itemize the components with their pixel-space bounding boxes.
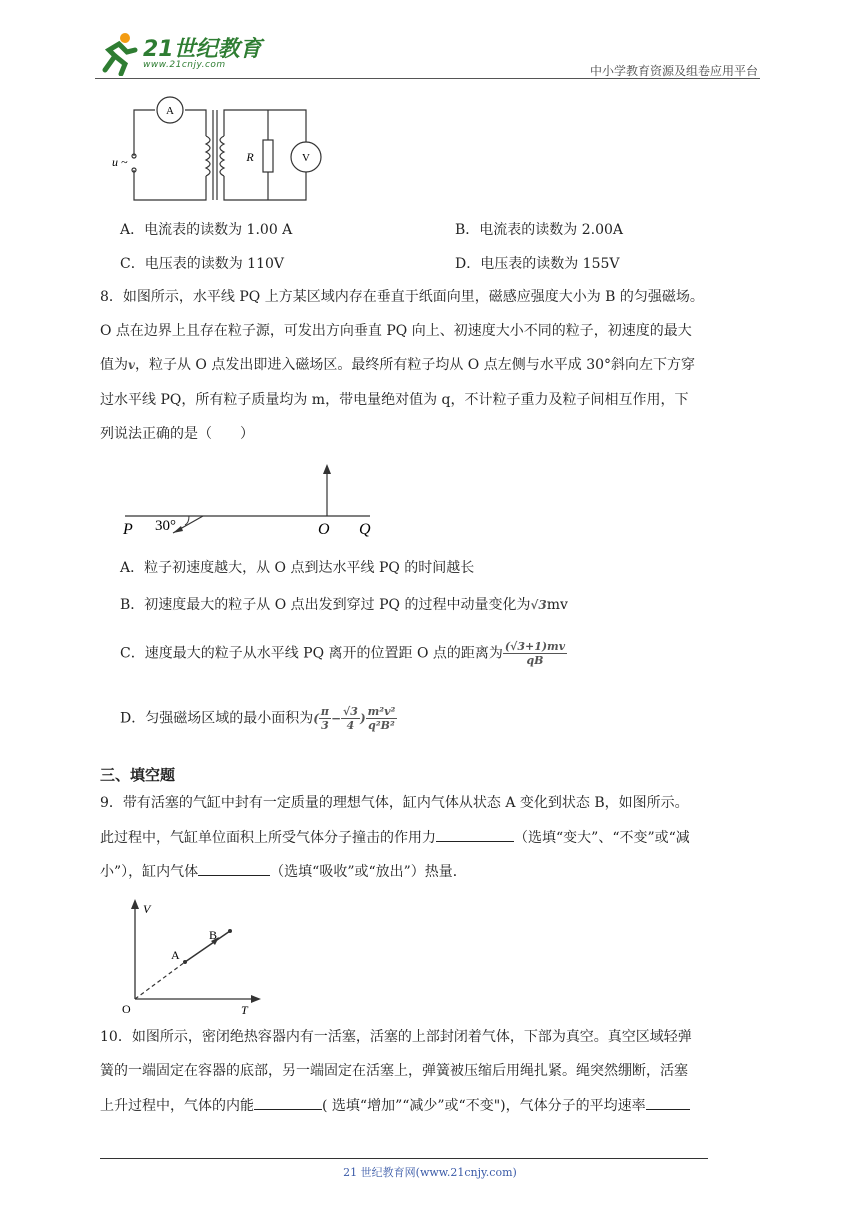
- q8-line-1: 8．如图所示，水平线 PQ 上方某区域内存在垂直于纸面向里，磁感应强度大小为 B 的匀强磁场。: [100, 289, 704, 305]
- header-platform-text: 中小学教育资源及组卷应用平台: [589, 64, 758, 78]
- q8-line-2: O 点在边界上且存在粒子源，可发出方向垂直 PQ 向上、初速度大小不同的粒子，初速度的最大: [100, 323, 692, 339]
- q9-line-2-text: 此过程中，气缸单位面积上所受气体分子撞击的作用力: [100, 830, 436, 846]
- point-q-label: Q: [359, 521, 371, 538]
- logo-url: www.21cnjy.com: [143, 60, 226, 70]
- pi-denominator: 3: [321, 719, 329, 732]
- q10-line-3-hint: ( 选填“增加”“减少”或“不变")，气体分子的平均速率: [322, 1098, 646, 1114]
- q10-blank-2[interactable]: [646, 1095, 690, 1110]
- voltmeter-label: V: [302, 152, 310, 164]
- point-o-label: O: [318, 521, 330, 538]
- q8-option-b[interactable]: [120, 594, 568, 614]
- q7-option-c[interactable]: C．电压表的读数为 110V: [120, 256, 284, 272]
- page-header: [95, 28, 760, 80]
- q9-blank-1[interactable]: [436, 827, 514, 842]
- q8-option-d[interactable]: [120, 705, 397, 732]
- q9-line-3: [100, 861, 467, 882]
- v-symbol: v: [128, 358, 135, 372]
- q9-line-1: 9．带有活塞的气缸中封有一定质量的理想气体，缸内气体从状态 A 变化到状态 B，如图所示。: [100, 795, 689, 811]
- root3-numerator: √3: [343, 705, 358, 718]
- q8-line-3: [100, 355, 695, 375]
- q8-magnetic-field-figure: [115, 460, 385, 540]
- q9-vt-graph: [115, 897, 265, 1017]
- angle-label: 30°: [155, 518, 176, 534]
- q8-line-4: 过水平线 PQ，所有粒子质量均为 m，带电量绝对值为 q，不计粒子重力及粒子间相互作用，下: [100, 392, 689, 408]
- q10-line-3-text: 上升过程中，气体的内能: [100, 1098, 254, 1114]
- sqrt3-symbol: √3: [530, 598, 547, 612]
- q7-option-a[interactable]: A．电流表的读数为 1.00 A: [120, 222, 293, 238]
- footer-text[interactable]: 21 世纪教育网(www.21cnjy.com): [343, 1166, 517, 1179]
- origin-label: O: [122, 1002, 131, 1016]
- point-p-label: P: [123, 521, 133, 538]
- q9-line-2-hint: （选填“变大”、“不变”或“减: [514, 830, 690, 846]
- source-label: u ~: [112, 155, 128, 169]
- q10-line-2: 簧的一端固定在容器的底部，另一端固定在活塞上，弹簧被压缩后用绳扎紧。绳突然绷断，活塞: [100, 1063, 688, 1079]
- q8-option-b-text: B．初速度最大的粒子从 O 点出发到穿过 PQ 的过程中动量变化为: [120, 597, 531, 613]
- state-a-label: A: [171, 948, 180, 962]
- q8-option-c-text: C．速度最大的粒子从水平线 PQ 离开的位置距 O 点的距离为: [120, 645, 503, 662]
- q8-line-3-rest: ，粒子从 O 点发出即进入磁场区。最终所有粒子均从 O 点左侧与水平成 30°斜向左下方穿: [134, 357, 696, 373]
- q8-option-b-mv: mv: [546, 597, 568, 613]
- v-axis-label: V: [143, 902, 151, 916]
- pi-numerator: π: [320, 705, 329, 718]
- q10-line-3: [100, 1095, 690, 1116]
- minus-sign: −: [330, 711, 342, 726]
- q8-line-5: 列说法正确的是（ ）: [100, 426, 254, 442]
- paren-close: ): [359, 711, 366, 726]
- state-b-label: B: [209, 928, 218, 942]
- footer-divider: [100, 1158, 708, 1159]
- site-logo: [95, 28, 265, 78]
- resistor-label: R: [246, 150, 254, 164]
- fraction-denominator: qB: [526, 654, 544, 667]
- q8-option-a[interactable]: A．粒子初速度越大，从 O 点到达水平线 PQ 的时间越长: [120, 560, 475, 576]
- root3-fraction: [341, 705, 360, 732]
- ammeter-label: A: [166, 105, 174, 117]
- area-fraction: [366, 705, 398, 732]
- distance-fraction: [503, 640, 567, 667]
- fraction-numerator: (√3+1)mv: [504, 640, 566, 653]
- q9-blank-2[interactable]: [198, 861, 270, 876]
- pi-fraction: [319, 705, 331, 732]
- q9-line-2: [100, 827, 690, 848]
- q8-line-3-start: 值为: [100, 357, 128, 373]
- transformer-circuit-diagram: [110, 96, 330, 206]
- t-axis-label: T: [241, 1003, 248, 1017]
- root3-denominator: 4: [346, 719, 355, 732]
- area-numerator: m²v²: [367, 705, 396, 718]
- q8-option-d-text: D．匀强磁场区域的最小面积为: [120, 710, 314, 727]
- q7-option-d[interactable]: D．电压表的读数为 155V: [455, 256, 620, 272]
- q10-line-1: 10．如图所示，密闭绝热容器内有一活塞，活塞的上部封闭着气体，下部为真空。真空区域轻弹: [100, 1029, 692, 1045]
- q9-line-3-text: 小”），缸内气体: [100, 864, 199, 880]
- logo-text: 21世纪教育: [143, 37, 262, 62]
- q9-line-3-hint: （选填“吸收”或“放出”）热量．: [270, 864, 467, 880]
- paren-open: (: [313, 711, 319, 726]
- q10-blank-1[interactable]: [254, 1095, 322, 1110]
- header-divider: [95, 78, 760, 79]
- q7-option-b[interactable]: B．电流表的读数为 2.00A: [455, 222, 624, 238]
- section-title-fill-in: 三、填空题: [100, 766, 176, 784]
- runner-logo-icon: [95, 30, 141, 76]
- area-denominator: q²B²: [368, 719, 395, 732]
- q8-option-c[interactable]: [120, 640, 567, 667]
